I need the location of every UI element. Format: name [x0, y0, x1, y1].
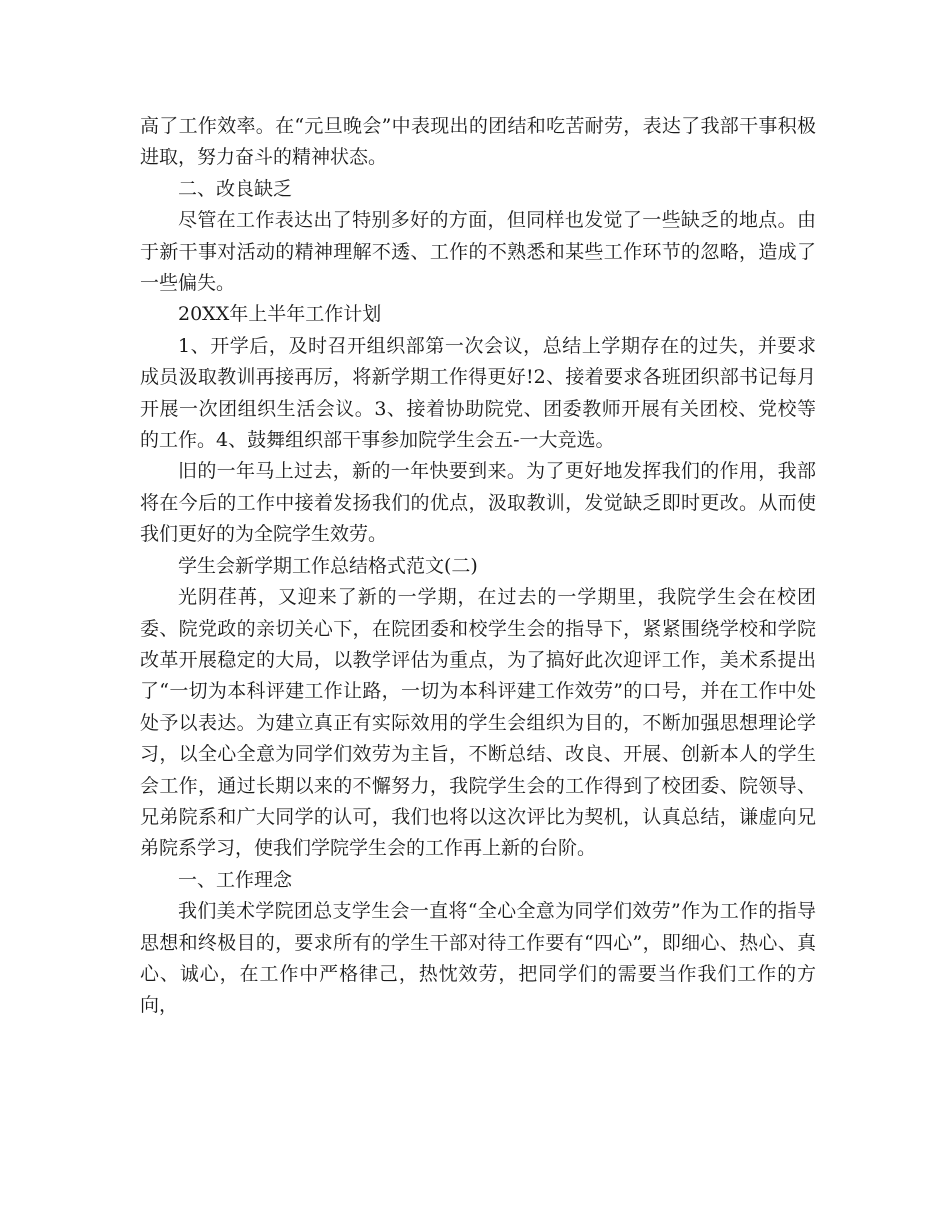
document-page	[140, 111, 816, 1022]
section-heading-improvement: 二、改良缺乏	[178, 177, 293, 200]
paragraph-new-year: 旧的一年马上过去，新的一年快要到来。为了更好地发挥我们的作用，我部将在今后的工作中接着发扬我们的优点，汲取教训，发觉缺乏即时更改。从而使我们更好的为全院学生效劳。	[140, 460, 816, 546]
paragraph-plan-items: 1、开学后，及时召开组织部第一次会议，总结上学期存在的过失，并要求成员汲取教训再接再厉，将新学期工作得更好!2、接着要求各班团织部书记每月开展一次团组织生活会议。3、接着协助院党、团委教师开展有关团校、党校等的工作。4、鼓舞组织部干事参加院学生会五-一大竞选。	[140, 334, 816, 452]
paragraph-continuation: 高了工作效率。在“元旦晚会”中表现出的团结和吃苦耐劳，表达了我部干事积极进取，努力奋斗的精神状态。	[140, 115, 816, 169]
section-heading-work-concept: 一、工作理念	[178, 868, 293, 891]
paragraph-shortcomings: 尽管在工作表达出了特别多好的方面，但同样也发觉了一些缺乏的地点。由于新干事对活动的精神理解不透、工作的不熟悉和某些工作环节的忽略，造成了一些偏失。	[140, 209, 816, 295]
paragraph-semester-review: 光阴荏苒，又迎来了新的一学期，在过去的一学期里，我院学生会在校团委、院党政的亲切关心下，在院团委和校学生会的指导下，紧紧围绕学校和学院改革开展稳定的大局，以教学评估为重点，为了搞好此次迎评工作，美术系提出了“一切为本科评建工作让路，一切为本科评建工作效劳”的口号，并在工作中处处予以表达。为建立真正有实际效用的学生会组织为目的，不断加强思想理论学习，以全心全意为同学们效劳为主旨，不断总结、改良、开展、创新本人的学生会工作，通过长期以来的不懈努力，我院学生会的工作得到了校团委、院领导、兄弟院系和广大同学的认可，我们也将以这次评比为契机，认真总结，谦虚向兄弟院系学习，使我们学院学生会的工作再上新的台阶。	[140, 586, 816, 860]
paragraph-work-concept: 我们美术学院团总支学生会一直将“全心全意为同学们效劳”作为工作的指导思想和终极目的，要求所有的学生干部对待工作要有“四心”，即细心、热心、真心、诚心，在工作中严格律己，热忱效劳，把同学们的需要当作我们工作的方向，	[140, 900, 816, 1017]
section-heading-sample-two: 学生会新学期工作总结格式范文(二)	[178, 554, 478, 577]
section-heading-work-plan: 20XX年上半年工作计划	[178, 303, 382, 326]
